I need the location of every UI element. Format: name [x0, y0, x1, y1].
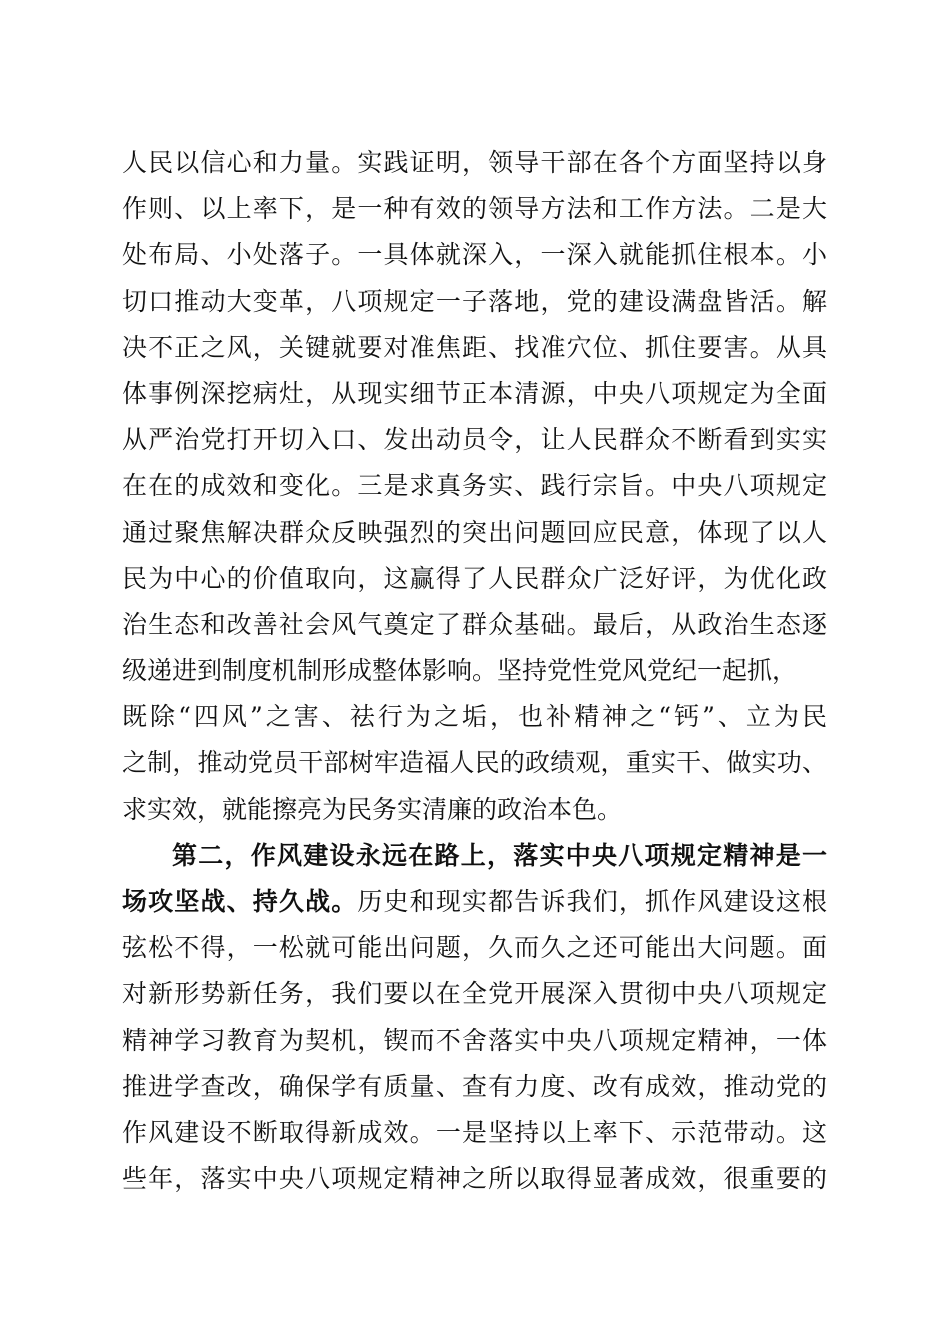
- text-line: 求实效，就能擦亮为民务实清廉的政治本色。: [122, 794, 623, 824]
- text-line: 治生态和改善社会风气奠定了群众基础。最后，从政治生态逐: [122, 609, 827, 639]
- text-line: 体事例深挖病灶，从现实细节正本清源，中央八项规定为全面: [122, 378, 827, 408]
- text-line: 弦松不得，一松就可能出问题，久而久之还可能出大问题。面: [122, 933, 827, 963]
- text-line: 处布局、小处落子。一具体就深入，一深入就能抓住根本。小: [122, 240, 827, 270]
- text-line: 精神学习教育为契机，锲而不舍落实中央八项规定精神，一体: [122, 1025, 827, 1055]
- text-line: 民为中心的价值取向，这赢得了人民群众广泛好评，为优化政: [122, 563, 827, 593]
- text-line: 些年，落实中央八项规定精神之所以取得显著成效，很重要的: [122, 1164, 827, 1194]
- section-heading-continued: 场攻坚战、持久战。: [122, 887, 358, 916]
- text-line: 作则、以上率下，是一种有效的领导方法和工作方法。二是大: [122, 194, 827, 224]
- document-body: [122, 140, 827, 1202]
- section-heading: 第二，作风建设永远在路上，落实中央八项规定精神是一: [172, 840, 827, 870]
- text-line: 从严治党打开切入口、发出动员令，让人民群众不断看到实实: [122, 425, 827, 455]
- text-line: 之制，推动党员干部树牢造福人民的政绩观，重实干、做实功、: [122, 748, 827, 778]
- text-line: 切口推动大变革，八项规定一子落地，党的建设满盘皆活。解: [122, 286, 827, 316]
- text-span: 历史和现实都告诉我们，抓作风建设这根: [357, 887, 827, 916]
- text-line: 决不正之风，关键就要对准焦距、找准穴位、抓住要害。从具: [122, 332, 827, 362]
- text-line: 推进学查改，确保学有质量、查有力度、改有成效，推动党的: [122, 1071, 827, 1101]
- text-line: 对新形势新任务，我们要以在全党开展深入贯彻中央八项规定: [122, 979, 827, 1009]
- paragraph-2: [122, 833, 827, 1203]
- text-line: 作风建设不断取得新成效。一是坚持以上率下、示范带动。这: [122, 1117, 827, 1147]
- text-line: [122, 879, 827, 925]
- text-line: 级递进到制度机制形成整体影响。坚持党性党风党纪一起抓，: [122, 656, 798, 686]
- text-line: 人民以信心和力量。实践证明，领导干部在各个方面坚持以身: [122, 148, 827, 177]
- text-line: 通过聚焦解决群众反映强烈的突出问题回应民意，体现了以人: [122, 517, 827, 547]
- text-line: 既除“四风”之害、祛行为之垢，也补精神之“钙”、立为民: [122, 702, 827, 732]
- paragraph-1: [122, 140, 827, 833]
- text-line: 在在的成效和变化。三是求真务实、践行宗旨。中央八项规定: [122, 471, 827, 501]
